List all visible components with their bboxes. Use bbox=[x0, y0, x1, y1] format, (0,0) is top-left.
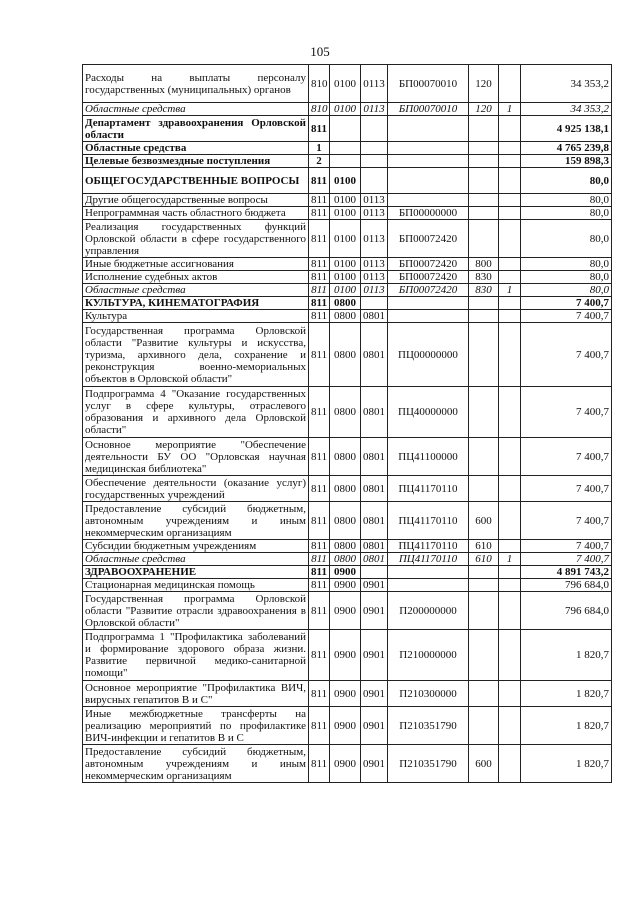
cell-target-article: ПЦ41170110 bbox=[388, 540, 469, 553]
cell-amount: 80,0 bbox=[521, 168, 612, 194]
budget-table-body bbox=[83, 65, 612, 783]
cell-funding-source bbox=[499, 220, 521, 258]
cell-grbs: 811 bbox=[309, 438, 330, 476]
cell-target-article bbox=[388, 297, 469, 310]
cell-grbs: 1 bbox=[309, 142, 330, 155]
cell-grbs: 811 bbox=[309, 207, 330, 220]
cell-subsection bbox=[361, 297, 388, 310]
cell-amount: 34 353,2 bbox=[521, 103, 612, 116]
cell-grbs: 811 bbox=[309, 630, 330, 681]
cell-subsection: 0901 bbox=[361, 745, 388, 783]
table-row bbox=[83, 155, 612, 168]
cell-subsection bbox=[361, 168, 388, 194]
table-row bbox=[83, 553, 612, 566]
cell-funding-source bbox=[499, 142, 521, 155]
cell-funding-source bbox=[499, 540, 521, 553]
cell-amount: 80,0 bbox=[521, 207, 612, 220]
cell-expense-type bbox=[469, 387, 499, 438]
cell-amount: 7 400,7 bbox=[521, 387, 612, 438]
row-name: Областные средства bbox=[83, 142, 309, 155]
table-row bbox=[83, 271, 612, 284]
table-row bbox=[83, 194, 612, 207]
row-name: Расходы на выплаты персоналу государственных (муниципальных) органов bbox=[83, 65, 309, 103]
row-name: Субсидии бюджетным учреждениям bbox=[83, 540, 309, 553]
cell-funding-source: 1 bbox=[499, 553, 521, 566]
cell-funding-source bbox=[499, 65, 521, 103]
cell-grbs: 811 bbox=[309, 168, 330, 194]
cell-funding-source bbox=[499, 194, 521, 207]
cell-section bbox=[330, 116, 361, 142]
cell-section: 0800 bbox=[330, 540, 361, 553]
cell-amount: 1 820,7 bbox=[521, 707, 612, 745]
cell-funding-source bbox=[499, 155, 521, 168]
cell-target-article: ПЦ41170110 bbox=[388, 476, 469, 502]
cell-expense-type: 830 bbox=[469, 271, 499, 284]
cell-section: 0900 bbox=[330, 579, 361, 592]
cell-target-article bbox=[388, 116, 469, 142]
cell-target-article: БП00072420 bbox=[388, 271, 469, 284]
cell-grbs: 811 bbox=[309, 566, 330, 579]
table-row bbox=[83, 540, 612, 553]
cell-funding-source bbox=[499, 592, 521, 630]
cell-section: 0800 bbox=[330, 553, 361, 566]
table-row bbox=[83, 476, 612, 502]
cell-amount: 7 400,7 bbox=[521, 310, 612, 323]
cell-amount: 4 765 239,8 bbox=[521, 142, 612, 155]
cell-expense-type bbox=[469, 681, 499, 707]
row-name: Департамент здравоохранения Орловской области bbox=[83, 116, 309, 142]
cell-grbs: 811 bbox=[309, 387, 330, 438]
row-name: Государственная программа Орловской области "Развитие отрасли здравоохранения в Орловской области" bbox=[83, 592, 309, 630]
cell-subsection: 0113 bbox=[361, 194, 388, 207]
cell-funding-source bbox=[499, 310, 521, 323]
cell-subsection: 0801 bbox=[361, 476, 388, 502]
cell-funding-source bbox=[499, 502, 521, 540]
cell-expense-type bbox=[469, 207, 499, 220]
row-name: Основное мероприятие "Обеспечение деятельности БУ ОО "Орловская научная медицинская библиотека" bbox=[83, 438, 309, 476]
table-row bbox=[83, 142, 612, 155]
cell-funding-source bbox=[499, 297, 521, 310]
cell-expense-type: 600 bbox=[469, 502, 499, 540]
cell-funding-source: 1 bbox=[499, 284, 521, 297]
cell-expense-type bbox=[469, 592, 499, 630]
cell-target-article bbox=[388, 142, 469, 155]
row-name: Непрограммная часть областного бюджета bbox=[83, 207, 309, 220]
cell-section: 0900 bbox=[330, 707, 361, 745]
cell-expense-type bbox=[469, 155, 499, 168]
cell-funding-source bbox=[499, 566, 521, 579]
cell-target-article: ПЦ41170110 bbox=[388, 553, 469, 566]
cell-target-article bbox=[388, 579, 469, 592]
cell-subsection: 0113 bbox=[361, 103, 388, 116]
cell-amount: 1 820,7 bbox=[521, 745, 612, 783]
cell-grbs: 810 bbox=[309, 103, 330, 116]
row-name: Культура bbox=[83, 310, 309, 323]
cell-funding-source bbox=[499, 258, 521, 271]
row-name: Основное мероприятие "Профилактика ВИЧ, вирусных гепатитов В и С" bbox=[83, 681, 309, 707]
cell-grbs: 811 bbox=[309, 553, 330, 566]
cell-amount: 4 925 138,1 bbox=[521, 116, 612, 142]
cell-amount: 80,0 bbox=[521, 284, 612, 297]
cell-expense-type bbox=[469, 194, 499, 207]
cell-amount: 34 353,2 bbox=[521, 65, 612, 103]
cell-expense-type bbox=[469, 297, 499, 310]
cell-expense-type bbox=[469, 438, 499, 476]
cell-section: 0100 bbox=[330, 220, 361, 258]
cell-amount: 1 820,7 bbox=[521, 630, 612, 681]
cell-subsection: 0901 bbox=[361, 681, 388, 707]
row-name: Иные межбюджетные трансферты на реализацию мероприятий по профилактике ВИЧ-инфекции и гепатитов В и С bbox=[83, 707, 309, 745]
row-name: Подпрограмма 4 "Оказание государственных услуг в сфере культуры, отраслевого образования и архивного дела Орловской области" bbox=[83, 387, 309, 438]
cell-amount: 7 400,7 bbox=[521, 502, 612, 540]
cell-grbs: 811 bbox=[309, 502, 330, 540]
cell-amount: 80,0 bbox=[521, 271, 612, 284]
cell-expense-type bbox=[469, 168, 499, 194]
cell-amount: 159 898,3 bbox=[521, 155, 612, 168]
cell-target-article bbox=[388, 566, 469, 579]
cell-expense-type: 120 bbox=[469, 103, 499, 116]
table-row bbox=[83, 103, 612, 116]
cell-section bbox=[330, 142, 361, 155]
cell-section: 0100 bbox=[330, 103, 361, 116]
table-row bbox=[83, 745, 612, 783]
cell-funding-source bbox=[499, 116, 521, 142]
cell-amount: 80,0 bbox=[521, 220, 612, 258]
table-row bbox=[83, 630, 612, 681]
row-name: Стационарная медицинская помощь bbox=[83, 579, 309, 592]
cell-grbs: 811 bbox=[309, 579, 330, 592]
cell-target-article: ПЦ41100000 bbox=[388, 438, 469, 476]
cell-target-article bbox=[388, 168, 469, 194]
cell-section: 0800 bbox=[330, 476, 361, 502]
cell-grbs: 811 bbox=[309, 194, 330, 207]
cell-amount: 7 400,7 bbox=[521, 553, 612, 566]
cell-grbs: 2 bbox=[309, 155, 330, 168]
cell-target-article: П210300000 bbox=[388, 681, 469, 707]
row-name: КУЛЬТУРА, КИНЕМАТОГРАФИЯ bbox=[83, 297, 309, 310]
cell-target-article: БП00070010 bbox=[388, 65, 469, 103]
cell-grbs: 811 bbox=[309, 592, 330, 630]
table-row bbox=[83, 207, 612, 220]
table-row bbox=[83, 438, 612, 476]
cell-section: 0100 bbox=[330, 271, 361, 284]
cell-subsection: 0113 bbox=[361, 284, 388, 297]
row-name: Исполнение судебных актов bbox=[83, 271, 309, 284]
cell-target-article: П210000000 bbox=[388, 630, 469, 681]
cell-grbs: 811 bbox=[309, 707, 330, 745]
cell-funding-source bbox=[499, 168, 521, 194]
row-name: Реализация государственных функций Орловской области в сфере государственного управления bbox=[83, 220, 309, 258]
cell-expense-type bbox=[469, 142, 499, 155]
cell-amount: 80,0 bbox=[521, 194, 612, 207]
cell-grbs: 810 bbox=[309, 65, 330, 103]
table-row bbox=[83, 65, 612, 103]
cell-target-article: БП00000000 bbox=[388, 207, 469, 220]
row-name: Другие общегосударственные вопросы bbox=[83, 194, 309, 207]
row-name: Государственная программа Орловской области "Развитие культуры и искусства, туризма, архивного дела, сохранение и реконструкция военно-мемориальных объектов в Орловской области" bbox=[83, 323, 309, 387]
cell-subsection: 0901 bbox=[361, 579, 388, 592]
cell-amount: 7 400,7 bbox=[521, 297, 612, 310]
cell-subsection: 0901 bbox=[361, 630, 388, 681]
cell-funding-source bbox=[499, 323, 521, 387]
row-name: ЗДРАВООХРАНЕНИЕ bbox=[83, 566, 309, 579]
cell-funding-source bbox=[499, 630, 521, 681]
cell-expense-type bbox=[469, 707, 499, 745]
table-row bbox=[83, 579, 612, 592]
cell-grbs: 811 bbox=[309, 323, 330, 387]
cell-section: 0900 bbox=[330, 630, 361, 681]
cell-funding-source bbox=[499, 476, 521, 502]
cell-subsection: 0801 bbox=[361, 323, 388, 387]
table-row bbox=[83, 168, 612, 194]
cell-target-article: П200000000 bbox=[388, 592, 469, 630]
cell-funding-source bbox=[499, 707, 521, 745]
cell-amount: 7 400,7 bbox=[521, 438, 612, 476]
table-row bbox=[83, 566, 612, 579]
row-name: Целевые безвозмездные поступления bbox=[83, 155, 309, 168]
cell-section: 0900 bbox=[330, 566, 361, 579]
cell-funding-source bbox=[499, 207, 521, 220]
cell-funding-source bbox=[499, 579, 521, 592]
cell-amount: 7 400,7 bbox=[521, 540, 612, 553]
cell-section: 0800 bbox=[330, 297, 361, 310]
table-row bbox=[83, 310, 612, 323]
cell-funding-source bbox=[499, 681, 521, 707]
cell-expense-type: 120 bbox=[469, 65, 499, 103]
table-row bbox=[83, 258, 612, 271]
cell-expense-type bbox=[469, 220, 499, 258]
cell-section: 0100 bbox=[330, 284, 361, 297]
cell-target-article: БП00072420 bbox=[388, 220, 469, 258]
cell-target-article: П210351790 bbox=[388, 707, 469, 745]
cell-target-article: ПЦ40000000 bbox=[388, 387, 469, 438]
cell-expense-type: 610 bbox=[469, 540, 499, 553]
cell-subsection bbox=[361, 142, 388, 155]
row-name: Предоставление субсидий бюджетным, автономным учреждениям и иным некоммерческим организациям bbox=[83, 502, 309, 540]
cell-grbs: 811 bbox=[309, 540, 330, 553]
cell-grbs: 811 bbox=[309, 220, 330, 258]
row-name: Областные средства bbox=[83, 284, 309, 297]
cell-expense-type: 830 bbox=[469, 284, 499, 297]
cell-expense-type bbox=[469, 566, 499, 579]
cell-subsection: 0113 bbox=[361, 271, 388, 284]
table-row bbox=[83, 681, 612, 707]
cell-target-article: П210351790 bbox=[388, 745, 469, 783]
cell-section: 0900 bbox=[330, 745, 361, 783]
cell-grbs: 811 bbox=[309, 297, 330, 310]
cell-subsection: 0801 bbox=[361, 540, 388, 553]
cell-section bbox=[330, 155, 361, 168]
cell-amount: 796 684,0 bbox=[521, 592, 612, 630]
cell-expense-type bbox=[469, 630, 499, 681]
cell-expense-type bbox=[469, 323, 499, 387]
cell-subsection: 0801 bbox=[361, 387, 388, 438]
table-row bbox=[83, 592, 612, 630]
cell-subsection: 0113 bbox=[361, 207, 388, 220]
page-number: 105 bbox=[310, 44, 330, 59]
cell-section: 0100 bbox=[330, 65, 361, 103]
cell-section: 0800 bbox=[330, 310, 361, 323]
cell-expense-type: 600 bbox=[469, 745, 499, 783]
cell-section: 0800 bbox=[330, 387, 361, 438]
table-row bbox=[83, 323, 612, 387]
cell-funding-source: 1 bbox=[499, 103, 521, 116]
cell-section: 0800 bbox=[330, 502, 361, 540]
cell-grbs: 811 bbox=[309, 284, 330, 297]
cell-section: 0900 bbox=[330, 592, 361, 630]
cell-target-article bbox=[388, 310, 469, 323]
cell-expense-type: 610 bbox=[469, 553, 499, 566]
cell-subsection: 0113 bbox=[361, 65, 388, 103]
cell-section: 0100 bbox=[330, 258, 361, 271]
cell-funding-source bbox=[499, 387, 521, 438]
row-name: Областные средства bbox=[83, 553, 309, 566]
cell-subsection: 0801 bbox=[361, 553, 388, 566]
cell-target-article: БП00072420 bbox=[388, 258, 469, 271]
cell-section: 0800 bbox=[330, 323, 361, 387]
table-row bbox=[83, 116, 612, 142]
cell-subsection: 0113 bbox=[361, 220, 388, 258]
cell-expense-type: 800 bbox=[469, 258, 499, 271]
table-row bbox=[83, 502, 612, 540]
cell-section: 0100 bbox=[330, 207, 361, 220]
cell-grbs: 811 bbox=[309, 745, 330, 783]
cell-target-article bbox=[388, 194, 469, 207]
cell-subsection: 0901 bbox=[361, 707, 388, 745]
cell-amount: 796 684,0 bbox=[521, 579, 612, 592]
cell-expense-type bbox=[469, 476, 499, 502]
cell-section: 0900 bbox=[330, 681, 361, 707]
cell-target-article: ПЦ41170110 bbox=[388, 502, 469, 540]
cell-funding-source bbox=[499, 271, 521, 284]
row-name: Предоставление субсидий бюджетным, автономным учреждениям и иным некоммерческим организациям bbox=[83, 745, 309, 783]
row-name: ОБЩЕГОСУДАРСТВЕННЫЕ ВОПРОСЫ bbox=[83, 168, 309, 194]
table-row bbox=[83, 297, 612, 310]
cell-subsection: 0801 bbox=[361, 438, 388, 476]
cell-target-article bbox=[388, 155, 469, 168]
cell-amount: 7 400,7 bbox=[521, 476, 612, 502]
budget-table bbox=[82, 64, 612, 783]
cell-grbs: 811 bbox=[309, 476, 330, 502]
table-row bbox=[83, 387, 612, 438]
cell-subsection bbox=[361, 155, 388, 168]
cell-section: 0800 bbox=[330, 438, 361, 476]
cell-section: 0100 bbox=[330, 194, 361, 207]
cell-amount: 4 891 743,2 bbox=[521, 566, 612, 579]
cell-grbs: 811 bbox=[309, 116, 330, 142]
row-name: Иные бюджетные ассигнования bbox=[83, 258, 309, 271]
cell-amount: 7 400,7 bbox=[521, 323, 612, 387]
cell-amount: 1 820,7 bbox=[521, 681, 612, 707]
cell-grbs: 811 bbox=[309, 271, 330, 284]
cell-target-article: БП00072420 bbox=[388, 284, 469, 297]
cell-subsection: 0801 bbox=[361, 310, 388, 323]
table-row bbox=[83, 220, 612, 258]
cell-section: 0100 bbox=[330, 168, 361, 194]
cell-funding-source bbox=[499, 745, 521, 783]
cell-grbs: 811 bbox=[309, 681, 330, 707]
cell-subsection bbox=[361, 116, 388, 142]
row-name: Подпрограмма 1 "Профилактика заболеваний и формирование здорового образа жизни. Развитие первичной медико-санитарной помощи" bbox=[83, 630, 309, 681]
cell-grbs: 811 bbox=[309, 258, 330, 271]
table-row bbox=[83, 284, 612, 297]
cell-expense-type bbox=[469, 579, 499, 592]
cell-target-article: ПЦ00000000 bbox=[388, 323, 469, 387]
cell-target-article: БП00070010 bbox=[388, 103, 469, 116]
cell-subsection: 0901 bbox=[361, 592, 388, 630]
cell-grbs: 811 bbox=[309, 310, 330, 323]
cell-subsection bbox=[361, 566, 388, 579]
cell-expense-type bbox=[469, 116, 499, 142]
cell-subsection: 0801 bbox=[361, 502, 388, 540]
cell-amount: 80,0 bbox=[521, 258, 612, 271]
cell-expense-type bbox=[469, 310, 499, 323]
cell-subsection: 0113 bbox=[361, 258, 388, 271]
table-row bbox=[83, 707, 612, 745]
row-name: Областные средства bbox=[83, 103, 309, 116]
row-name: Обеспечение деятельности (оказание услуг) государственных учреждений bbox=[83, 476, 309, 502]
cell-funding-source bbox=[499, 438, 521, 476]
